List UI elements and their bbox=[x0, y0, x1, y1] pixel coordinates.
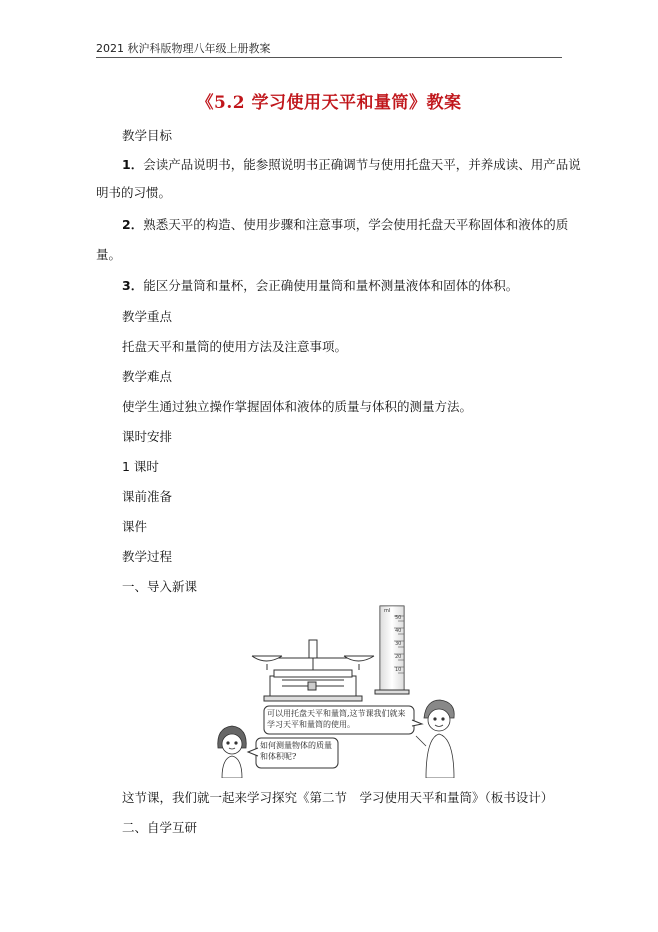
goal-3 bbox=[122, 276, 518, 296]
boy-speech-bubble bbox=[264, 706, 422, 734]
measuring-cylinder-icon bbox=[375, 606, 409, 694]
boy-character-icon bbox=[416, 700, 454, 778]
intro-text: 这节课，我们就一起来学习探究《第二节 学习使用天平和量筒》（板书设计） bbox=[122, 790, 554, 805]
document-title: 《5.2 学习使用天平和量筒》教案 bbox=[196, 93, 462, 113]
girl-speech-bubble bbox=[248, 738, 338, 768]
header-divider bbox=[96, 57, 562, 58]
goals-heading: 教学目标 bbox=[122, 128, 173, 143]
goal-1-text: 会读产品说明书，能参照说明书正确调节与使用托盘天平，并养成读、用产品说 bbox=[143, 157, 581, 172]
goal-2-line-2: 量。 bbox=[96, 247, 122, 262]
balance-icon bbox=[252, 640, 374, 701]
cylinder-tick-label: 20 bbox=[395, 654, 402, 660]
key-points-text: 托盘天平和量筒的使用方法及注意事项。 bbox=[122, 339, 348, 354]
balance-and-cylinder-illustration bbox=[212, 598, 472, 778]
goal-2-line-1 bbox=[122, 215, 568, 235]
goal-1-number: 1． bbox=[122, 157, 144, 172]
schedule-text: 1 课时 bbox=[122, 459, 159, 474]
part-2-heading: 二、自学互研 bbox=[122, 820, 198, 835]
preparation-text: 课件 bbox=[122, 519, 148, 534]
goal-3-text: 能区分量筒和量杯，会正确使用量筒和量杯测量液体和固体的体积。 bbox=[143, 278, 519, 293]
cylinder-tick-label: 50 bbox=[395, 615, 402, 621]
goal-3-number: 3． bbox=[122, 278, 144, 293]
page-header: 2021 秋沪科版物理八年级上册教案 bbox=[96, 42, 271, 55]
cylinder-tick-label: 40 bbox=[395, 628, 402, 634]
key-points-heading: 教学重点 bbox=[122, 309, 173, 324]
difficulty-text: 使学生通过独立操作掌握固体和液体的质量与体积的测量方法。 bbox=[122, 399, 473, 414]
girl-character-icon bbox=[218, 726, 246, 778]
goal-2-number: 2． bbox=[122, 217, 144, 232]
cylinder-tick-label: 30 bbox=[395, 641, 402, 647]
goal-1-line-2: 明书的习惯。 bbox=[96, 185, 172, 200]
difficulty-heading: 教学难点 bbox=[122, 369, 173, 384]
girl-speech-text: 如何测量物体的质量和体积呢? bbox=[260, 741, 332, 761]
part-1-heading: 一、导入新课 bbox=[122, 579, 198, 594]
preparation-heading: 课前准备 bbox=[122, 489, 173, 504]
goal-2-text: 熟悉天平的构造、使用步骤和注意事项，学会使用托盘天平称固体和液体的质 bbox=[143, 217, 569, 232]
schedule-heading: 课时安排 bbox=[122, 429, 173, 444]
cylinder-unit: ml bbox=[384, 608, 391, 614]
cylinder-tick-label: 10 bbox=[395, 667, 402, 673]
boy-speech-text: 可以用托盘天平和量筒,这节课我们就来学习天平和量筒的使用。 bbox=[267, 709, 406, 729]
process-heading: 教学过程 bbox=[122, 549, 173, 564]
goal-1-line-1 bbox=[122, 155, 581, 175]
